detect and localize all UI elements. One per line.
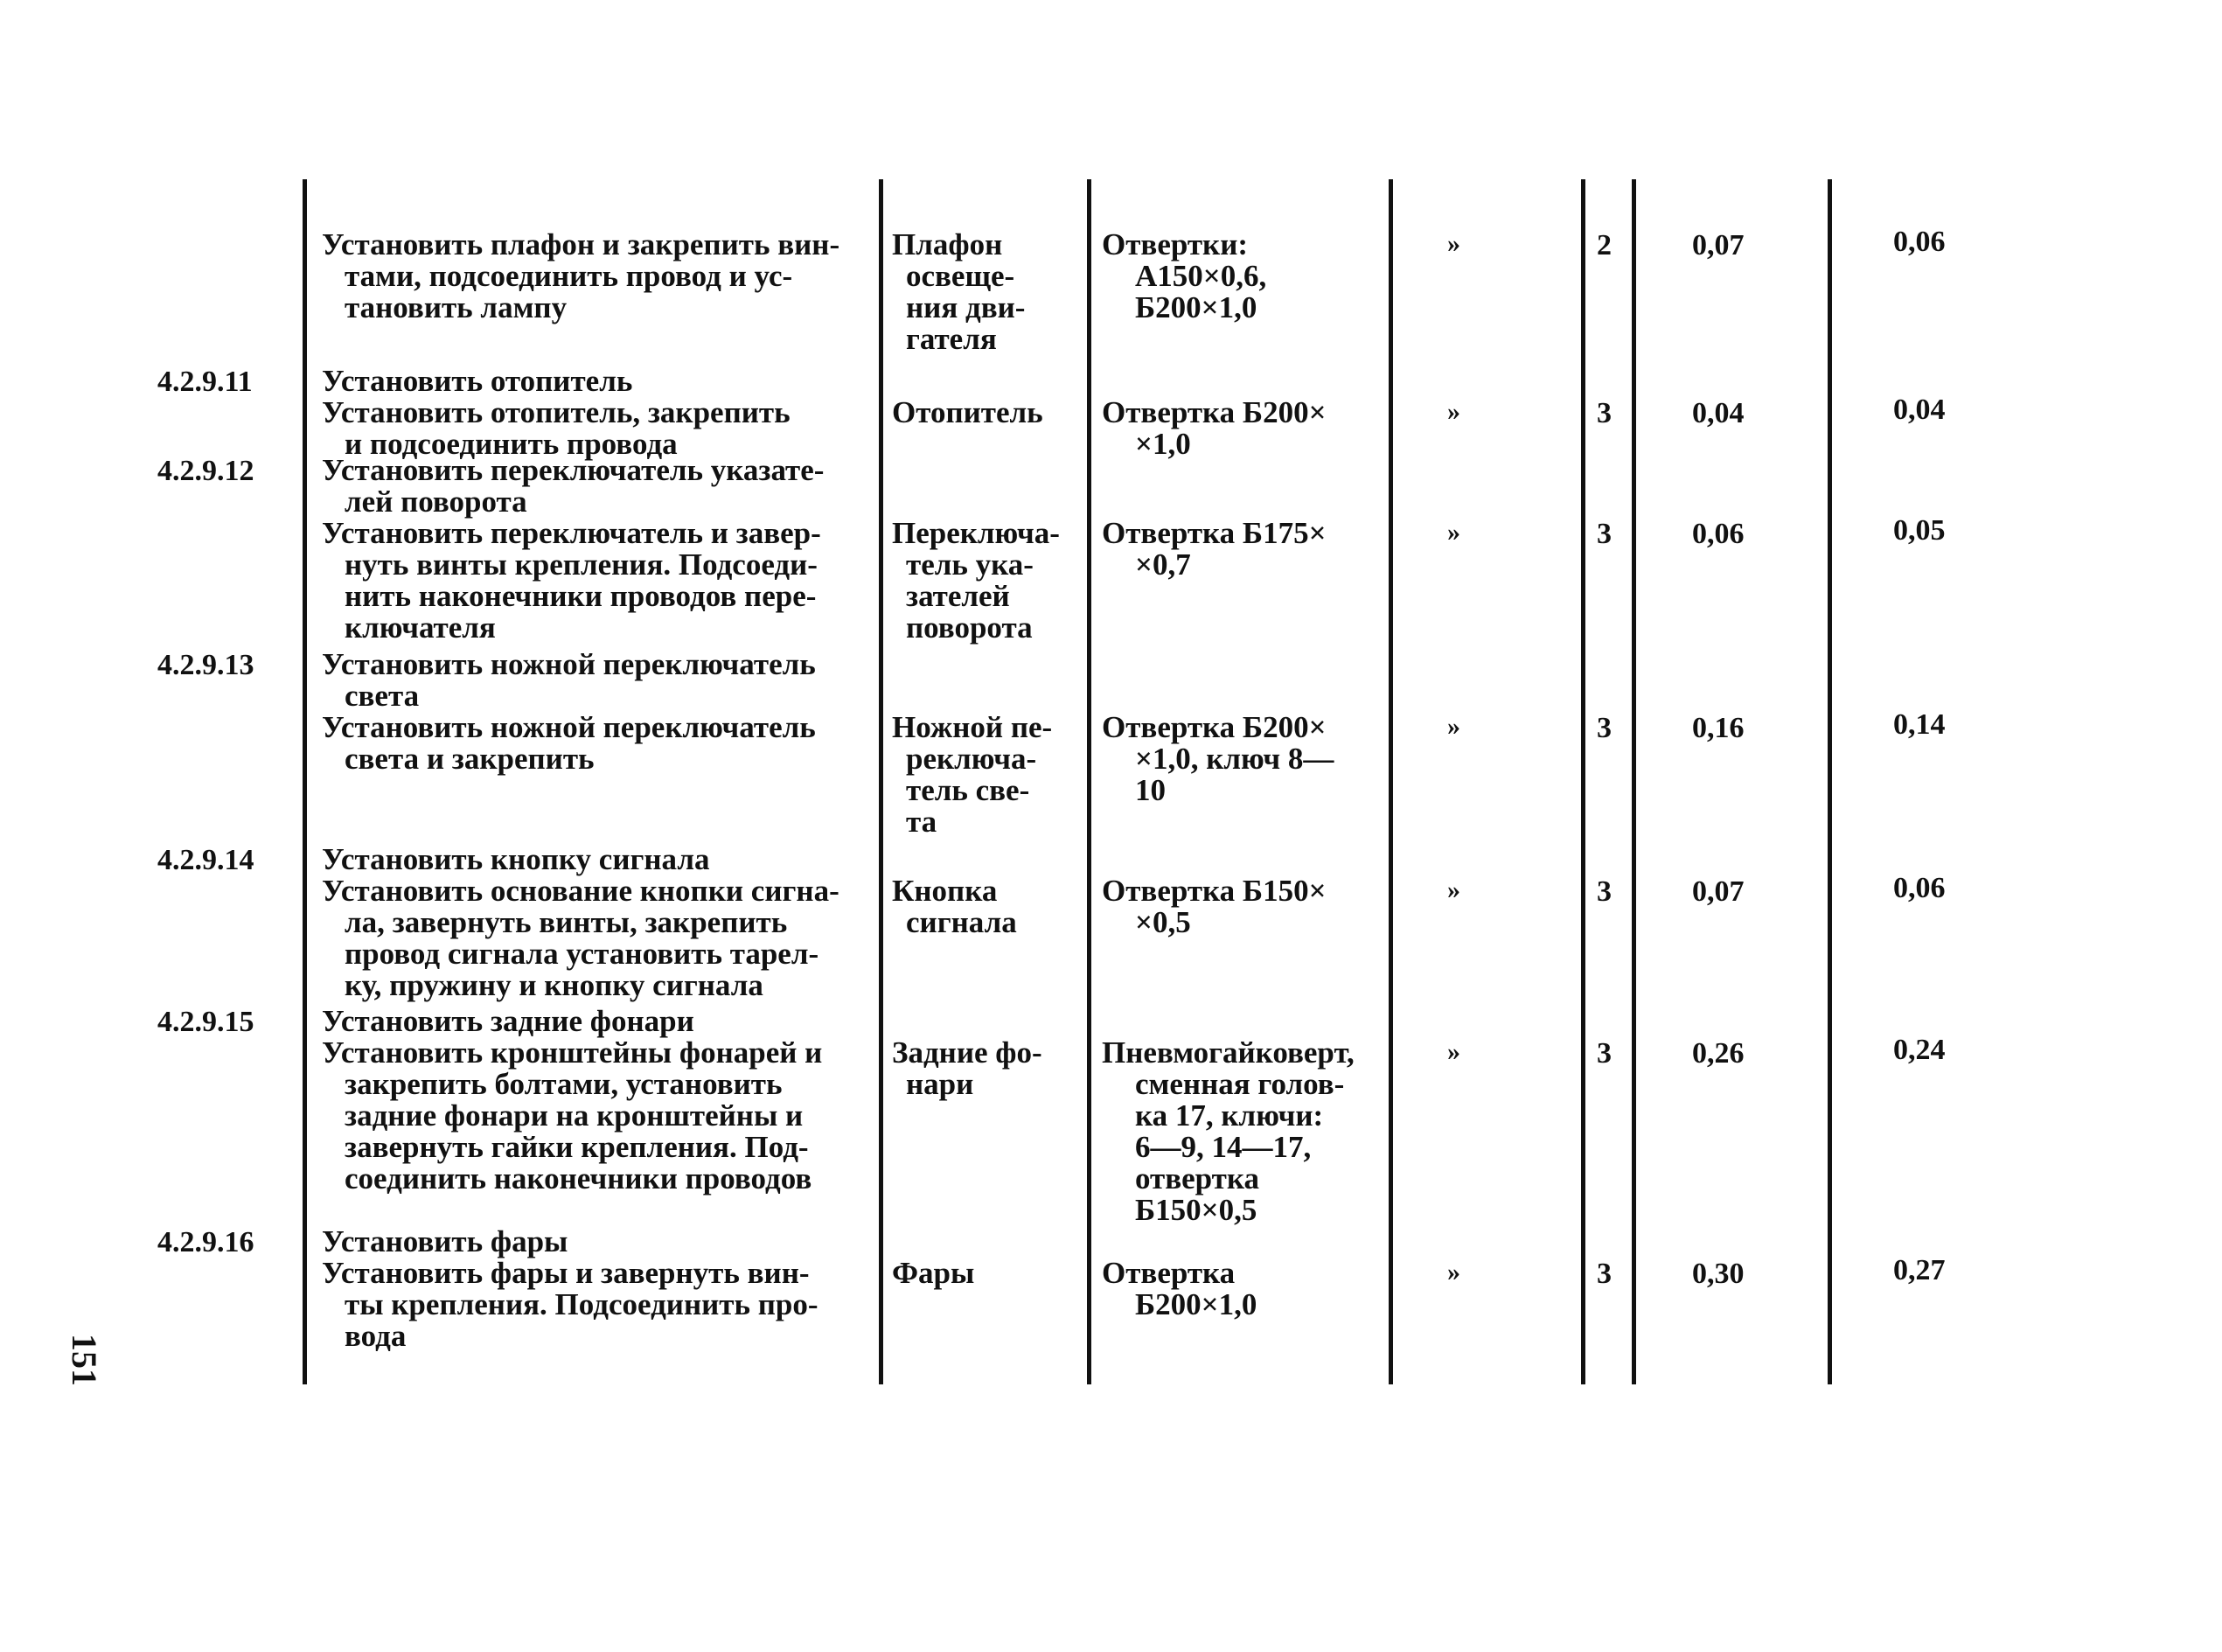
time-norm-2: 0,24: [1893, 1034, 1946, 1066]
text-line: Отвертка Б200×: [1102, 710, 1327, 744]
operation-description: [322, 366, 881, 460]
operation-description: [322, 229, 881, 324]
column-rule: [1828, 179, 1832, 1384]
text-line: Б200×1,0: [1135, 290, 1257, 324]
text-line: 6—9, 14—17,: [1135, 1130, 1312, 1164]
operation-description: [322, 455, 881, 644]
time-norm-1: 0,16: [1692, 712, 1745, 744]
item-code: 4.2.9.15: [157, 1006, 254, 1038]
tools: [1102, 875, 1327, 938]
tools: [1102, 518, 1327, 581]
text-line: Установить переключатель указате-: [322, 453, 825, 487]
text-line: Б200×1,0: [1135, 1287, 1257, 1321]
text-line: ку, пружину и кнопку сигнала: [345, 968, 763, 1002]
text-line: Установить задние фонари: [322, 1004, 694, 1038]
operation-heading: [322, 649, 881, 712]
text-line: света: [345, 679, 420, 713]
column-rule: [1581, 179, 1585, 1384]
worker-category: 3: [1597, 518, 1612, 550]
text-line: Ножной пе-: [892, 710, 1053, 744]
ditto-mark: »: [1447, 1258, 1460, 1286]
text-line: Установить отопитель, закрепить: [322, 395, 791, 429]
time-norm-2: 0,04: [1893, 394, 1946, 426]
column-rule: [303, 179, 307, 1384]
ditto-mark: »: [1447, 518, 1460, 547]
time-norm-1: 0,07: [1692, 875, 1745, 908]
operation-description: [322, 1226, 881, 1352]
text-line: и подсоединить провода: [345, 427, 678, 461]
operation-heading: [322, 455, 881, 518]
text-line: тель ука-: [906, 547, 1034, 582]
text-line: освеще-: [906, 259, 1015, 293]
text-line: тановить лампу: [345, 290, 568, 324]
text-line: А150×0,6,: [1135, 259, 1267, 293]
text-line: лей поворота: [345, 484, 527, 519]
operation-text: [322, 1037, 881, 1195]
text-line: вода: [345, 1319, 407, 1353]
operation-text: [322, 518, 881, 644]
operation-text: [322, 229, 881, 324]
text-line: задние фонари на кронштейны и: [345, 1098, 804, 1133]
text-line: Отопитель: [892, 395, 1043, 429]
text-line: Установить фары: [322, 1224, 568, 1258]
text-line: света и закрепить: [345, 742, 595, 776]
operation-text: [322, 712, 881, 775]
text-line: реключа-: [906, 742, 1037, 776]
column-rule: [1389, 179, 1393, 1384]
ditto-mark: »: [1447, 712, 1460, 741]
text-line: отвертка: [1135, 1161, 1259, 1195]
part-name: [892, 712, 1052, 838]
text-line: ла, завернуть винты, закрепить: [345, 905, 788, 939]
operation-description: [322, 1006, 881, 1195]
text-line: Кнопка: [892, 874, 998, 908]
time-norm-2: 0,06: [1893, 226, 1946, 258]
part-name: [892, 875, 1017, 938]
ditto-mark: »: [1447, 229, 1460, 258]
time-norm-2: 0,14: [1893, 708, 1946, 741]
text-line: ключателя: [345, 610, 496, 645]
ditto-mark: »: [1447, 1037, 1460, 1066]
column-rule: [1632, 179, 1636, 1384]
text-line: Отвертка: [1102, 1256, 1236, 1290]
time-norm-2: 0,05: [1893, 514, 1946, 547]
text-line: нуть винты крепления. Подсоеди-: [345, 547, 818, 582]
part-name: [892, 397, 1043, 429]
ditto-mark: »: [1447, 397, 1460, 426]
text-line: Установить кнопку сигнала: [322, 842, 710, 876]
text-line: нить наконечники проводов пере-: [345, 579, 817, 613]
item-code: 4.2.9.14: [157, 844, 254, 876]
text-line: тами, подсоединить провод и ус-: [345, 259, 793, 293]
worker-category: 3: [1597, 875, 1612, 908]
tools: [1102, 1258, 1257, 1321]
text-line: Отвертка Б150×: [1102, 874, 1327, 908]
text-line: Б150×0,5: [1135, 1193, 1257, 1227]
item-code: 4.2.9.16: [157, 1226, 254, 1258]
text-line: зателей: [906, 579, 1010, 613]
tools: [1102, 712, 1334, 806]
text-line: Задние фо-: [892, 1035, 1042, 1070]
text-line: провод сигнала установить тарел-: [345, 937, 819, 971]
text-line: ка 17, ключи:: [1135, 1098, 1324, 1133]
part-name: [892, 229, 1025, 355]
text-line: гателя: [906, 322, 997, 356]
text-line: Пневмогайковерт,: [1102, 1035, 1355, 1070]
worker-category: 3: [1597, 712, 1612, 744]
operation-text: [322, 1258, 881, 1352]
ditto-mark: »: [1447, 875, 1460, 904]
text-line: ×0,7: [1135, 547, 1191, 582]
time-norm-1: 0,30: [1692, 1258, 1745, 1290]
item-code: 4.2.9.13: [157, 649, 254, 681]
worker-category: 3: [1597, 1037, 1612, 1070]
tools: [1102, 1037, 1355, 1226]
text-line: Установить основание кнопки сигна-: [322, 874, 839, 908]
text-line: сигнала: [906, 905, 1017, 939]
text-line: нари: [906, 1067, 974, 1101]
part-name: [892, 1037, 1042, 1100]
operation-description: [322, 844, 881, 1001]
text-line: Установить кронштейны фонарей и: [322, 1035, 823, 1070]
item-code: 4.2.9.12: [157, 455, 254, 487]
operation-heading: [322, 1226, 881, 1258]
page-number: 151: [65, 1334, 104, 1386]
text-line: Установить плафон и закрепить вин-: [322, 227, 840, 261]
text-line: завернуть гайки крепления. Под-: [345, 1130, 809, 1164]
text-line: та: [906, 805, 937, 839]
time-norm-2: 0,06: [1893, 872, 1946, 904]
text-line: тель све-: [906, 773, 1030, 807]
part-name: [892, 518, 1060, 644]
worker-category: 2: [1597, 229, 1612, 261]
operation-heading: [322, 1006, 881, 1037]
text-line: ×1,0, ключ 8—: [1135, 742, 1334, 776]
time-norm-1: 0,06: [1692, 518, 1745, 550]
text-line: 10: [1135, 773, 1166, 807]
time-norm-1: 0,04: [1692, 397, 1745, 429]
text-line: сменная голов-: [1135, 1067, 1345, 1101]
item-code: 4.2.9.11: [157, 366, 253, 398]
part-name: [892, 1258, 974, 1289]
text-line: ×0,5: [1135, 905, 1191, 939]
text-line: ×1,0: [1135, 427, 1191, 461]
text-line: Фары: [892, 1256, 975, 1290]
operation-text: [322, 875, 881, 1001]
text-line: Плафон: [892, 227, 1003, 261]
text-line: Установить переключатель и завер-: [322, 516, 821, 550]
text-line: Отвертки:: [1102, 227, 1249, 261]
text-line: Отвертка Б175×: [1102, 516, 1327, 550]
text-line: соединить наконечники проводов: [345, 1161, 812, 1195]
text-line: поворота: [906, 610, 1033, 645]
text-line: Установить ножной переключатель: [322, 710, 816, 744]
text-line: ния дви-: [906, 290, 1026, 324]
time-norm-1: 0,07: [1692, 229, 1745, 261]
worker-category: 3: [1597, 1258, 1612, 1290]
column-rule: [1087, 179, 1091, 1384]
operation-heading: [322, 366, 881, 397]
text-line: Установить фары и завернуть вин-: [322, 1256, 810, 1290]
operation-heading: [322, 844, 881, 875]
text-line: Отвертка Б200×: [1102, 395, 1327, 429]
text-line: ты крепления. Подсоединить про-: [345, 1287, 818, 1321]
text-line: Установить отопитель: [322, 364, 633, 398]
operation-description: [322, 649, 881, 775]
text-line: Переключа-: [892, 516, 1060, 550]
column-rule: [879, 179, 883, 1384]
tools: [1102, 397, 1327, 460]
operation-text: [322, 397, 881, 460]
tools: [1102, 229, 1266, 324]
worker-category: 3: [1597, 397, 1612, 429]
text-line: Установить ножной переключатель: [322, 647, 816, 681]
time-norm-2: 0,27: [1893, 1254, 1946, 1286]
text-line: закрепить болтами, установить: [345, 1067, 783, 1101]
time-norm-1: 0,26: [1692, 1037, 1745, 1070]
